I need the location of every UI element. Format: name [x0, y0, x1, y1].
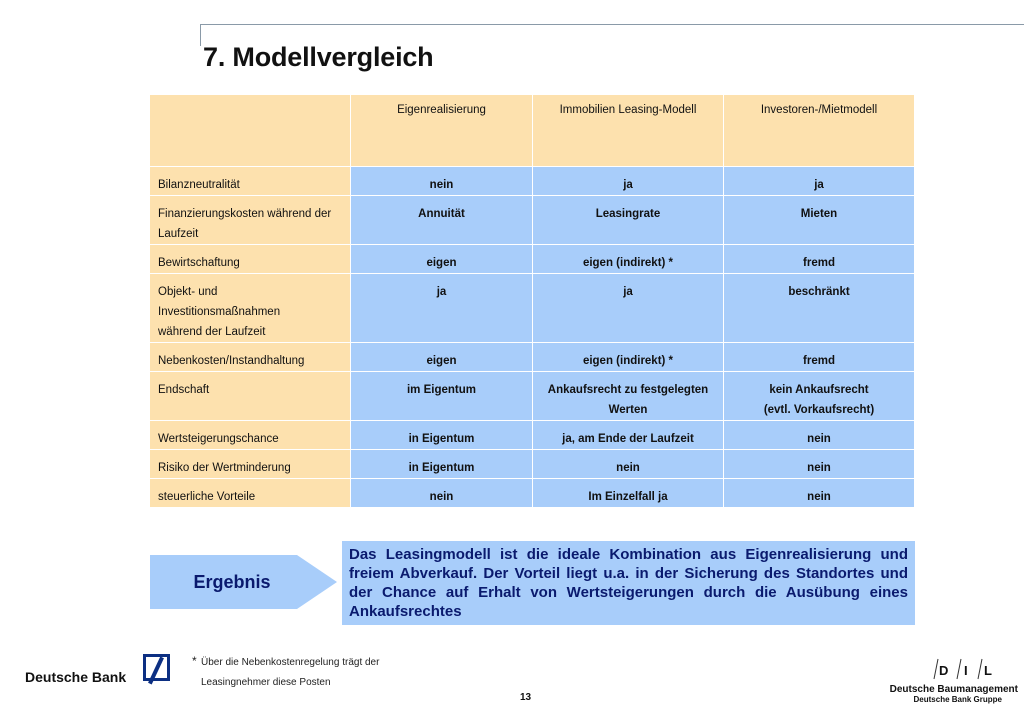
dil-letter-l: L [984, 663, 992, 678]
value-cell [533, 479, 724, 508]
deutsche-bank-wordmark: Deutsche Bank [25, 669, 127, 685]
value-line: (evtl. Vorkaufsrecht) [763, 404, 875, 416]
value-line: eigen [426, 355, 457, 367]
value-cell [351, 167, 533, 196]
value-line: in Eigentum [408, 462, 475, 474]
row-label [150, 479, 351, 508]
dil-logo-icon [928, 657, 998, 681]
value-line: beschränkt [788, 286, 850, 298]
value-line: ja [814, 179, 824, 191]
value-cell [724, 196, 915, 245]
table-row [150, 196, 915, 245]
value-line: nein [429, 491, 454, 503]
row-label [150, 196, 351, 245]
value-cell [533, 196, 724, 245]
value-cell [724, 245, 915, 274]
value-line: nein [429, 179, 454, 191]
value-cell [351, 245, 533, 274]
value-line: Im Einzelfall ja [588, 491, 668, 503]
value-line: ja [623, 286, 633, 298]
result-arrow-label [150, 555, 337, 609]
footnote [192, 653, 379, 693]
table-header-row [150, 95, 915, 167]
row-label-line: Nebenkosten/Instandhaltung [158, 355, 305, 367]
row-label-line: Bewirtschaftung [158, 257, 240, 269]
row-label-line: Endschaft [158, 384, 210, 396]
table-header-cell: Investoren-/Mietmodell [724, 95, 915, 167]
value-cell [724, 167, 915, 196]
value-cell [351, 343, 533, 372]
row-label [150, 372, 351, 421]
value-line: nein [807, 433, 831, 445]
header-rule-tick [200, 24, 201, 46]
value-line: eigen [426, 257, 457, 269]
value-cell [533, 245, 724, 274]
value-cell [351, 274, 533, 343]
table-row [150, 372, 915, 421]
value-line: Werten [608, 404, 648, 416]
row-label [150, 450, 351, 479]
result-text: Das Leasingmodell ist die ideale Kombination aus Eigenrealisierung und freiem Abverkauf. Der Vorteil liegt u.a. in der Sicherung des Standortes und der Chance auf Erhalt von Wertsteigerungen durch die Ausübung eines Ankaufsrechtes [342, 541, 915, 625]
value-line: nein [616, 462, 640, 474]
value-line: kein Ankaufsrecht [769, 384, 869, 396]
value-cell [533, 421, 724, 450]
value-line: Leasingrate [595, 208, 661, 220]
footnote-line-2: Leasingnehmer diese Posten [201, 677, 331, 688]
value-line: ja, am Ende der Laufzeit [562, 433, 694, 445]
value-line: ja [436, 286, 447, 298]
table-header-cell: Immobilien Leasing-Modell [533, 95, 724, 167]
row-label-line: Risiko der Wertminderung [158, 462, 291, 474]
value-cell [724, 421, 915, 450]
value-line: Annuität [418, 208, 465, 220]
row-label-line: Laufzeit [158, 228, 199, 240]
table-row [150, 343, 915, 372]
value-line: Ankaufsrecht zu festgelegten [547, 384, 709, 396]
row-label-line: Wertsteigerungschance [158, 433, 279, 445]
value-cell [351, 196, 533, 245]
table-row [150, 479, 915, 508]
deutsche-bank-logo-icon [143, 654, 170, 681]
value-line: nein [807, 462, 831, 474]
value-line: in Eigentum [408, 433, 475, 445]
result-label: Ergebnis [193, 572, 271, 592]
page-title: 7. Modellvergleich [203, 42, 434, 72]
value-line: im Eigentum [406, 384, 476, 396]
value-cell [351, 479, 533, 508]
row-label [150, 343, 351, 372]
value-line: nein [807, 491, 831, 503]
row-label-line: Objekt- und Investitionsmaßnahmen [158, 286, 281, 318]
value-cell [724, 343, 915, 372]
row-label [150, 421, 351, 450]
row-label [150, 167, 351, 196]
value-line: eigen (indirekt) * [582, 355, 674, 367]
table-row [150, 167, 915, 196]
value-cell [351, 372, 533, 421]
value-cell [351, 421, 533, 450]
value-cell [724, 479, 915, 508]
table-row [150, 450, 915, 479]
value-cell [724, 274, 915, 343]
table-row [150, 245, 915, 274]
header-rule [200, 24, 1024, 25]
row-label [150, 245, 351, 274]
value-line: eigen (indirekt) * [582, 257, 674, 269]
value-cell [533, 372, 724, 421]
baumanagement-brand: Deutsche Baumanagement [889, 684, 1018, 695]
value-line: Mieten [800, 208, 838, 220]
value-line: fremd [803, 257, 835, 269]
table-row [150, 274, 915, 343]
table-header-corner [150, 95, 351, 167]
value-cell [724, 372, 915, 421]
comparison-table [149, 94, 915, 508]
baumanagement-group: Deutsche Bank Gruppe [913, 695, 1002, 704]
value-cell [533, 343, 724, 372]
dil-letter-i: I [964, 663, 968, 678]
footnote-marker: * [192, 654, 197, 668]
value-cell [724, 450, 915, 479]
page-number: 13 [520, 692, 532, 703]
value-cell [351, 450, 533, 479]
table-header-cell: Eigenrealisierung [351, 95, 533, 167]
footnote-line-1: Über die Nebenkostenregelung trägt der [201, 657, 380, 668]
row-label-line: Finanzierungskosten während der [158, 208, 332, 220]
row-label-line: steuerliche Vorteile [158, 491, 256, 503]
row-label-line: während der Laufzeit [158, 326, 266, 338]
row-label [150, 274, 351, 343]
value-cell [533, 274, 724, 343]
row-label-line: Bilanzneutralität [158, 179, 240, 191]
table-row [150, 421, 915, 450]
value-line: fremd [803, 355, 835, 367]
dil-letter-d: D [939, 663, 949, 678]
value-cell [533, 450, 724, 479]
value-line: ja [623, 179, 633, 191]
value-cell [533, 167, 724, 196]
